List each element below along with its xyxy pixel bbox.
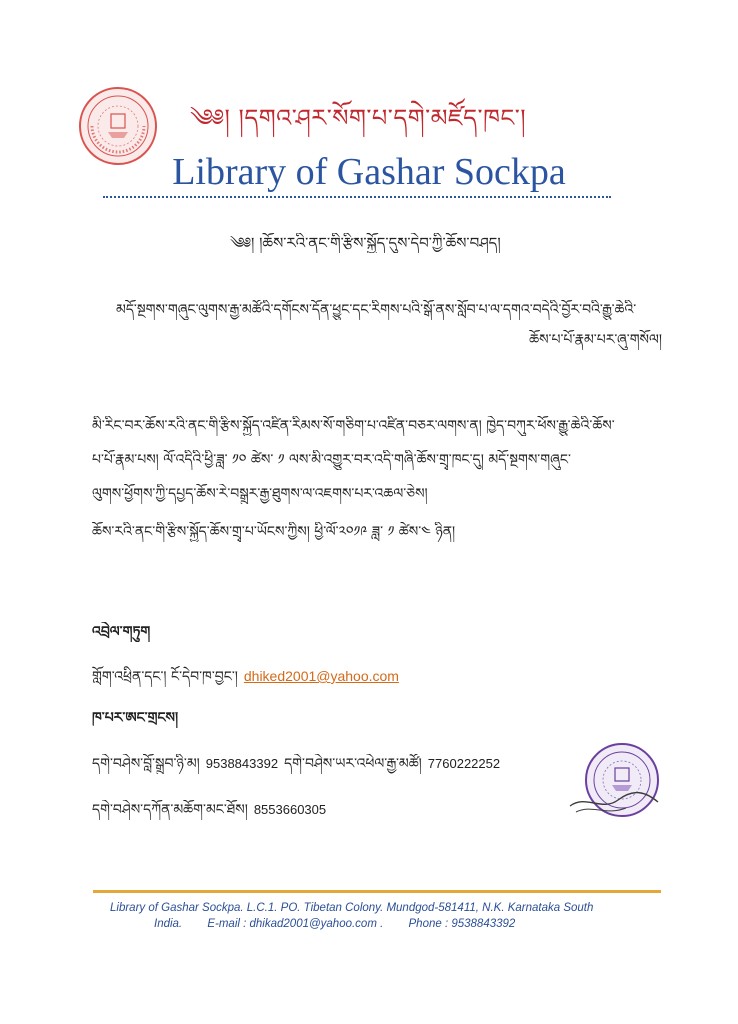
contact-person-2: དགེ་བཤེས་ཡར་འཕེལ་རྒྱ་མཚོ། xyxy=(284,756,422,772)
notice-title: ༄༅། །ཆོས་རའི་ནང་གི་རྩིས་སྐྱོད་དུས་དེབ་ཀྱི་ཆོས་བཤད། xyxy=(230,234,501,252)
library-english-name: Library of Gashar Sockpa xyxy=(172,151,566,193)
intro-line-2: ཆོས་པ་པོ་རྣམ་པར་ཞུ་གསོལ། xyxy=(529,332,662,348)
email-row xyxy=(92,666,512,687)
contact-heading: འབྲེལ་གཏུག xyxy=(92,624,151,640)
footer-rule xyxy=(93,890,661,893)
tibetan-library-name: ༄༅། །དགའ་ཤར་སོག་པ་དགེ་མཛོད་ཁང་། xyxy=(190,104,527,132)
contact-person-3: དགེ་བཤེས་དཀོན་མཆོག་མང་ཐོས། xyxy=(92,802,248,818)
contact-person-1: དགེ་བཤེས་བློ་སྒྲུབ་ཉི་མ། xyxy=(92,756,200,772)
title-underline xyxy=(103,196,611,198)
footer-address xyxy=(110,900,650,932)
intro-line-1: མདོ་སྔགས་གཞུང་ལུགས་རྒྱ་མཚོའི་དགོངས་དོན་ཕྱུང་དང་རིགས་པའི་སྒོ་ནས་སློབ་པ་ལ་དགའ་བདེའི་བྱོར་བའི་རྒྱུ་ཆེའི་ xyxy=(116,302,637,318)
date-line: ཆོས་རའི་ནང་གི་རྩིས་སྐྱོད་ཆོས་གྲྭ་པ་ཡོངས་ཀྱིས། ཕྱི་ལོ་༢༠༡༩ ཟླ་ ༡ ཚེས་༤ ཉིན། xyxy=(92,524,456,540)
phone-row-2 xyxy=(92,800,452,820)
phone-number-1: 9538843392 xyxy=(205,756,279,771)
footer-line-1: Library of Gashar Sockpa. L.C.1. PO. Tibetan Colony. Mundgod-581411, N.K. Karnataka South xyxy=(110,902,594,914)
phone-number-3: 8553660305 xyxy=(253,802,327,817)
body-line-3: ལུགས་ཕྱོགས་ཀྱི་དཔྱད་ཆོས་རེ་བསྒྲུར་རྒྱ་ཐུགས་ལ་འཇགས་པར་འཆལ་ཅེས། xyxy=(92,486,428,502)
phone-heading: ཁ་པར་ཨང་གྲངས། xyxy=(92,710,179,726)
body-line-2: པ་པོ་རྣམ་པས། ལོ་འདིའི་ཕྱི་ཟླ་ ༡༠ ཚེས་ ༡ ལས་མི་འགྱུར་བར་འདི་གཞི་ཆོས་གྲྭ་ཁང་དུ། མདོ་སྔགས་གཞུང་ xyxy=(92,452,571,468)
footer-email: E-mail : dhikad2001@yahoo.com . xyxy=(207,918,384,930)
email-label: གློག་འཕྲིན་དང་། ངོ་དེབ་ཁ་བྱང་། xyxy=(92,669,238,685)
library-seal-signature-icon xyxy=(566,742,666,820)
footer-phone: Phone : 9538843392 xyxy=(408,918,516,930)
phone-number-2: 7760222252 xyxy=(427,756,501,771)
footer-country: India. xyxy=(154,918,183,930)
footer-line-2 xyxy=(110,916,650,932)
email-link[interactable]: dhiked2001@yahoo.com xyxy=(243,668,399,684)
body-line-1: མི་རིང་བར་ཆོས་རའི་ནང་གི་རྩིས་སྐྱོད་འཛིན་རིམས་སོ་གཅིག་པ་འཛིན་བཅར་ལགས་ན། ཁྱེད་བཀུར་ཕོས་རྒྱུ་ཆེའི་ཆོས་ xyxy=(92,418,615,434)
phone-row-1 xyxy=(92,754,552,774)
